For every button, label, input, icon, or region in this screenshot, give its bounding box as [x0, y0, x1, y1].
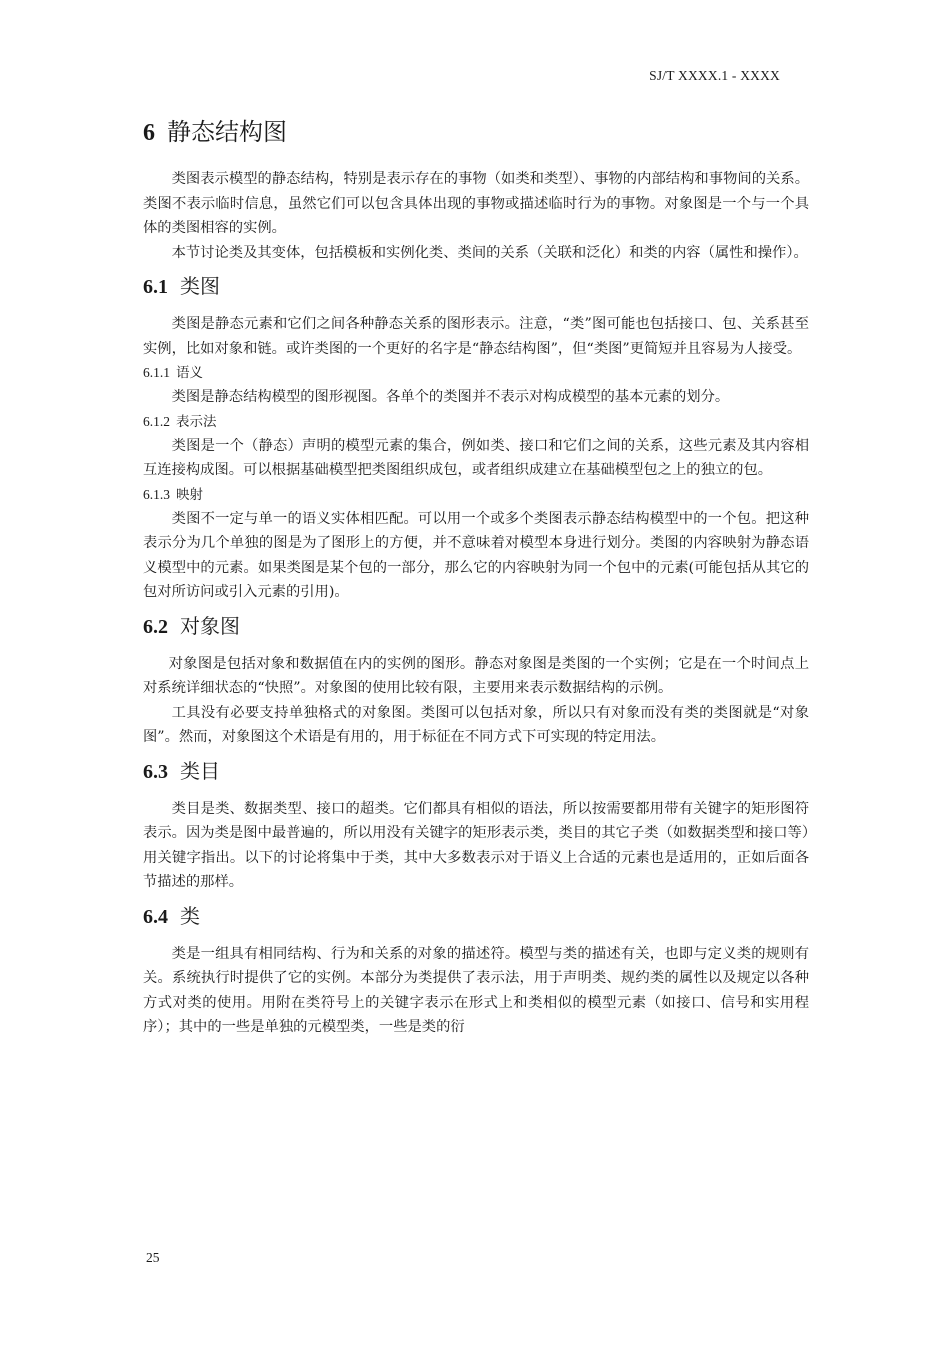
paragraph: 对象图是包括对象和数据值在内的实例的图形。静态对象图是类图的一个实例；它是在一个时间点上对系统详细状态的“快照”。对象图的使用比较有限，主要用来表示数据结构的示例。	[143, 655, 809, 696]
chapter-number: 6	[143, 120, 155, 146]
paragraph: 类图是静态结构模型的图形视图。各单个的类图并不表示对构成模型的基本元素的划分。	[171, 389, 730, 405]
chapter-heading	[143, 112, 809, 153]
section-number: 6.2	[143, 615, 168, 638]
section-number: 6.1	[143, 276, 168, 298]
subsection-heading	[143, 483, 809, 507]
section-heading	[143, 901, 809, 932]
paragraph: 类图表示模型的静态结构，特别是表示存在的事物（如类和类型）、事物的内部结构和事物间的关系。类图不表示临时信息，虽然它们可以包含具体出现的事物或描述临时行为的事物。对象图是一个与一个具体的类图相容的实例。	[143, 171, 809, 236]
section-title: 类目	[180, 758, 220, 783]
paragraph: 类图不一定与单一的语义实体相匹配。可以用一个或多个类图表示静态结构模型中的一个包。把这种表示分为几个单独的图是为了图形上的方便，并不意味着对模型本身进行划分。类图的内容映射为静态语义模型中的元素。如果类图是某个包的一部分，那么它的内容映射为同一个包中的元素(可能包括从其它的包对所访问或引入元素的引用)。	[143, 510, 809, 600]
section-heading	[143, 271, 809, 302]
paragraph: 工具没有必要支持单独格式的对象图。类图可以包括对象，所以只有对象而没有类的类图就是“对象图”。然而，对象图这个术语是有用的，用于标征在不同方式下可实现的特定用法。	[143, 704, 809, 745]
paragraph: 类目是类、数据类型、接口的超类。它们都具有相似的语法，所以按需要都用带有关键字的矩形图符表示。因为类是图中最普遍的，所以用没有关键字的矩形表示类，类目的其它子类（如数据类型和接口等）用关键字指出。以下的讨论将集中于类，其中大多数表示对于语义上合适的元素也是适用的，正如后面各节描述的那样。	[143, 800, 809, 890]
subsection-number: 6.1.3	[143, 486, 170, 502]
section-number: 6.4	[143, 905, 168, 928]
paragraph: 类是一组具有相同结构、行为和关系的对象的描述符。模型与类的描述有关，也即与定义类的规则有关。系统执行时提供了它的实例。本部分为类提供了表示法，用于声明类、规约类的属性以及规定以各种方式对类的使用。用附在类符号上的关键字表示在形式上和类相似的模型元素（如接口、信号和实用程序）；其中的一些是单独的元模型类，一些是类的衍	[143, 945, 809, 1035]
subsection-heading	[143, 361, 809, 385]
section-heading	[143, 756, 809, 787]
document-code-header: SJ/T XXXX.1 - XXXX	[649, 68, 780, 83]
paragraph: 类图是一个（静态）声明的模型元素的集合，例如类、接口和它们之间的关系，这些元素及其内容相互连接构成图。可以根据基础模型把类图组织成包，或者组织成建立在基础模型包之上的独立的包。	[143, 437, 809, 478]
section-heading	[143, 611, 809, 642]
subsection-heading	[143, 410, 809, 434]
section-title: 类	[180, 903, 200, 928]
chapter-title: 静态结构图	[167, 118, 287, 146]
paragraph: 本节讨论类及其变体，包括模板和实例化类、类间的关系（关联和泛化）和类的内容（属性和操作）。	[171, 244, 808, 261]
section-title: 类图	[180, 274, 220, 298]
page-number: 25	[146, 1250, 160, 1265]
subsection-number: 6.1.1	[143, 365, 170, 380]
subsection-number: 6.1.2	[143, 413, 170, 429]
subsection-title: 表示法	[176, 413, 217, 430]
page-content	[143, 112, 809, 1040]
subsection-title: 映射	[176, 486, 203, 503]
subsection-title: 语义	[176, 365, 203, 381]
section-title: 对象图	[180, 613, 240, 638]
paragraph: 类图是静态元素和它们之间各种静态关系的图形表示。注意，“类”图可能也包括接口、包、关系甚至实例，比如对象和链。或许类图的一个更好的名字是“静态结构图”，但“类图”更简短并且容易为人接受。	[143, 316, 809, 357]
section-number: 6.3	[143, 760, 168, 783]
